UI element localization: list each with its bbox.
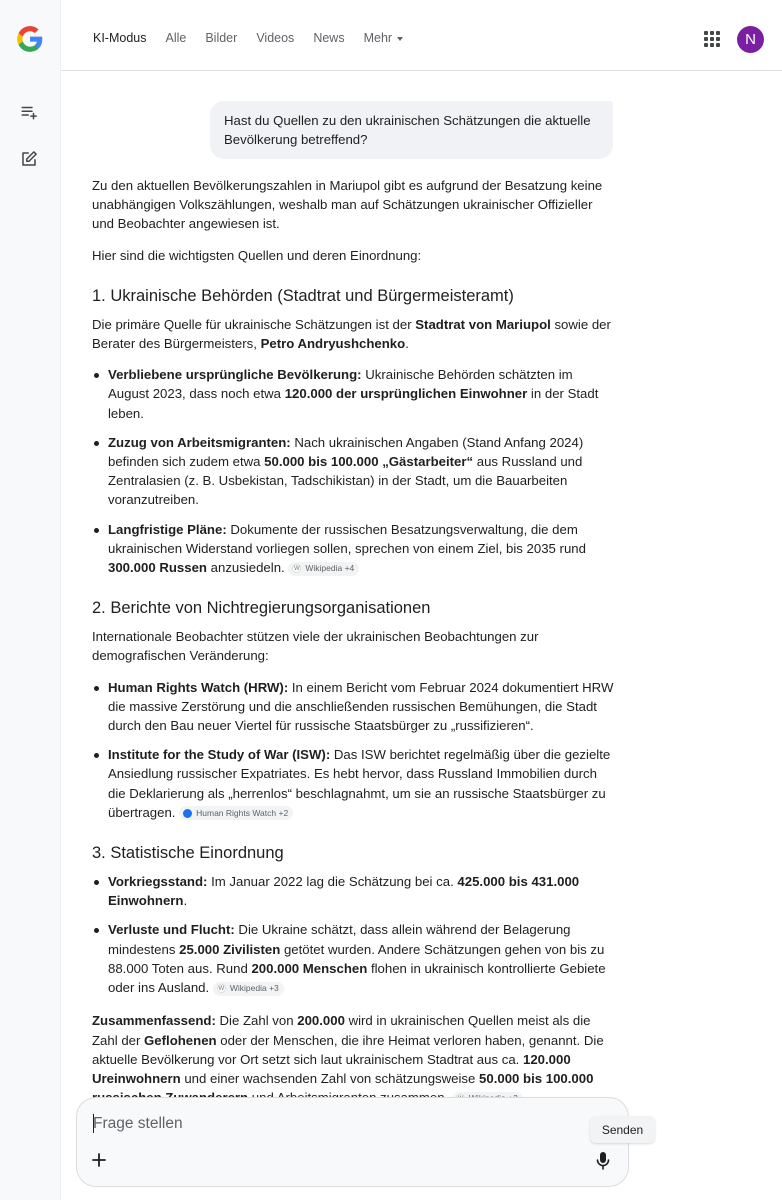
new-thread-icon[interactable] <box>18 101 40 123</box>
tab-alle[interactable]: Alle <box>165 31 187 45</box>
text-cursor <box>93 1114 94 1133</box>
source-chip[interactable]: W Wikipedia +4 <box>288 562 359 576</box>
answer-intro-2: Hier sind die wichtigsten Quellen und deren Einordnung: <box>92 247 422 263</box>
send-tooltip: Senden <box>590 1116 655 1143</box>
plus-icon[interactable] <box>91 1152 107 1168</box>
avatar[interactable]: N <box>737 26 764 53</box>
section-1-list <box>92 365 616 577</box>
chevron-down-icon <box>397 37 403 41</box>
answer-intro: Zu den aktuellen Bevölkerungszahlen in Mariupol gibt es aufgrund der Besatzung keine unabhängigen Volkszählungen, weshalb man auf Schätzungen ukrainischer Offizieller und Beobachter angewiesen ist. <box>92 178 603 232</box>
wikipedia-icon: W <box>294 566 300 573</box>
section-heading-3: 3. Statistische Einordnung <box>92 844 284 863</box>
section-3-list <box>92 872 616 997</box>
list-item: Human Rights Watch (HRW): In einem Bericht vom Februar 2024 dokumentiert HRW die massive Zerstörung und die anschließenden russischen Bemühungen, die Stadt durch den Bau neuer Viertel für russische Staatsbürger zu „russifizieren“. <box>92 678 616 736</box>
google-logo[interactable] <box>16 25 44 53</box>
tab-news[interactable]: News <box>313 31 345 45</box>
list-item: Verbliebene ursprüngliche Bevölkerung: Ukrainische Behörden schätzten im August 2023, dass noch etwa 120.000 der ursprünglichen Einwohner in der Stadt leben. <box>92 365 616 423</box>
ai-answer <box>92 176 616 1119</box>
tab-mehr[interactable] <box>364 31 403 45</box>
tab-videos[interactable]: Videos <box>256 31 295 45</box>
list-item: Zuzug von Arbeitsmigranten: Nach ukrainischen Angaben (Stand Anfang 2024) befinden sich zudem etwa 50.000 bis 100.000 „Gästarbeiter“ aus Russland und Zentralasien (z. B. Usbekistan, Tadschikistan) in der Stadt, um die Bauarbeiten voranzutreiben. <box>92 433 616 510</box>
list-item: Institute for the Study of War (ISW): Das ISW berichtet regelmäßig über die gezielte Ansiedlung russischer Expatriates. Es hebt hervor, dass Russland Immobilien durch die Deklarierung als „herrenlos“ beschlagnahmt, um sie an russische Staatsbürger zu übertragen. Human Rights Watch +2 <box>92 745 616 822</box>
mic-icon[interactable] <box>595 1151 611 1170</box>
left-rail <box>0 0 61 1200</box>
section-2-paragraph: Internationale Beobachter stützen viele der ukrainischen Beobachtungen zur demografischen Veränderung: <box>92 629 539 664</box>
search-tabs <box>93 31 422 45</box>
section-1-paragraph: Die primäre Quelle für ukrainische Schätzungen ist der Stadtrat von Mariupol sowie der Berater des Bürgermeisters, Petro Andryushchenko. <box>92 316 611 352</box>
list-item: Verluste und Flucht: Die Ukraine schätzt, dass allein während der Belagerung mindestens 25.000 Zivilisten getötet wurden. Andere Schätzungen gehen von bis zu 88.000 Toten aus. Rund 200.000 Menschen flohen in ukrainisch kontrollierte Gebiete oder ins Ausland. W Wikipedia +3 <box>92 920 616 997</box>
edit-icon[interactable] <box>18 148 40 170</box>
list-item: Langfristige Pläne: Dokumente der russischen Besatzungsverwaltung, die dem ukrainischen Widerstand vorliegen sollen, sprechen von einem Ziel, bis 2035 rund 300.000 Russen anzusiedeln. W Wikipedia +4 <box>92 520 616 578</box>
hrw-icon <box>183 809 192 818</box>
wikipedia-icon: W <box>218 986 225 993</box>
tab-bilder[interactable]: Bilder <box>205 31 238 45</box>
section-2-list <box>92 678 616 822</box>
source-chip[interactable]: Human Rights Watch +2 <box>179 806 293 820</box>
section-heading-2: 2. Berichte von Nichtregierungsorganisationen <box>92 599 431 618</box>
question-input[interactable] <box>93 1113 563 1135</box>
user-query-bubble: Hast du Quellen zu den ukrainischen Schätzungen die aktuelle Bevölkerung betreffend? <box>210 101 613 159</box>
top-bar <box>61 0 782 71</box>
section-heading-1: 1. Ukrainische Behörden (Stadtrat und Bürgermeisteramt) <box>92 286 514 305</box>
summary-paragraph: Zusammenfassend: Die Zahl von 200.000 wird in ukrainischen Quellen meist als die Zahl der Geflohenen oder der Menschen, die ihre Heimat verloren haben, genannt. Die aktuelle Bevölkerung vor Ort setzt sich laut ukrainischem Stadtrat aus ca. 120.000 Ureinwohnern und einer wachsenden Zahl von schätzungsweise 50.000 bis 100.000 <box>92 1011 616 1107</box>
prompt-box <box>76 1097 629 1187</box>
source-chip[interactable]: W Wikipedia +3 <box>213 982 284 996</box>
tab-ki-modus[interactable]: KI-Modus <box>93 31 147 45</box>
apps-grid-icon[interactable] <box>704 31 720 47</box>
list-item: Vorkriegsstand: Im Januar 2022 lag die Schätzung bei ca. 425.000 bis 431.000 Einwohnern. <box>92 872 616 910</box>
tab-mehr-label: Mehr <box>363 31 393 45</box>
